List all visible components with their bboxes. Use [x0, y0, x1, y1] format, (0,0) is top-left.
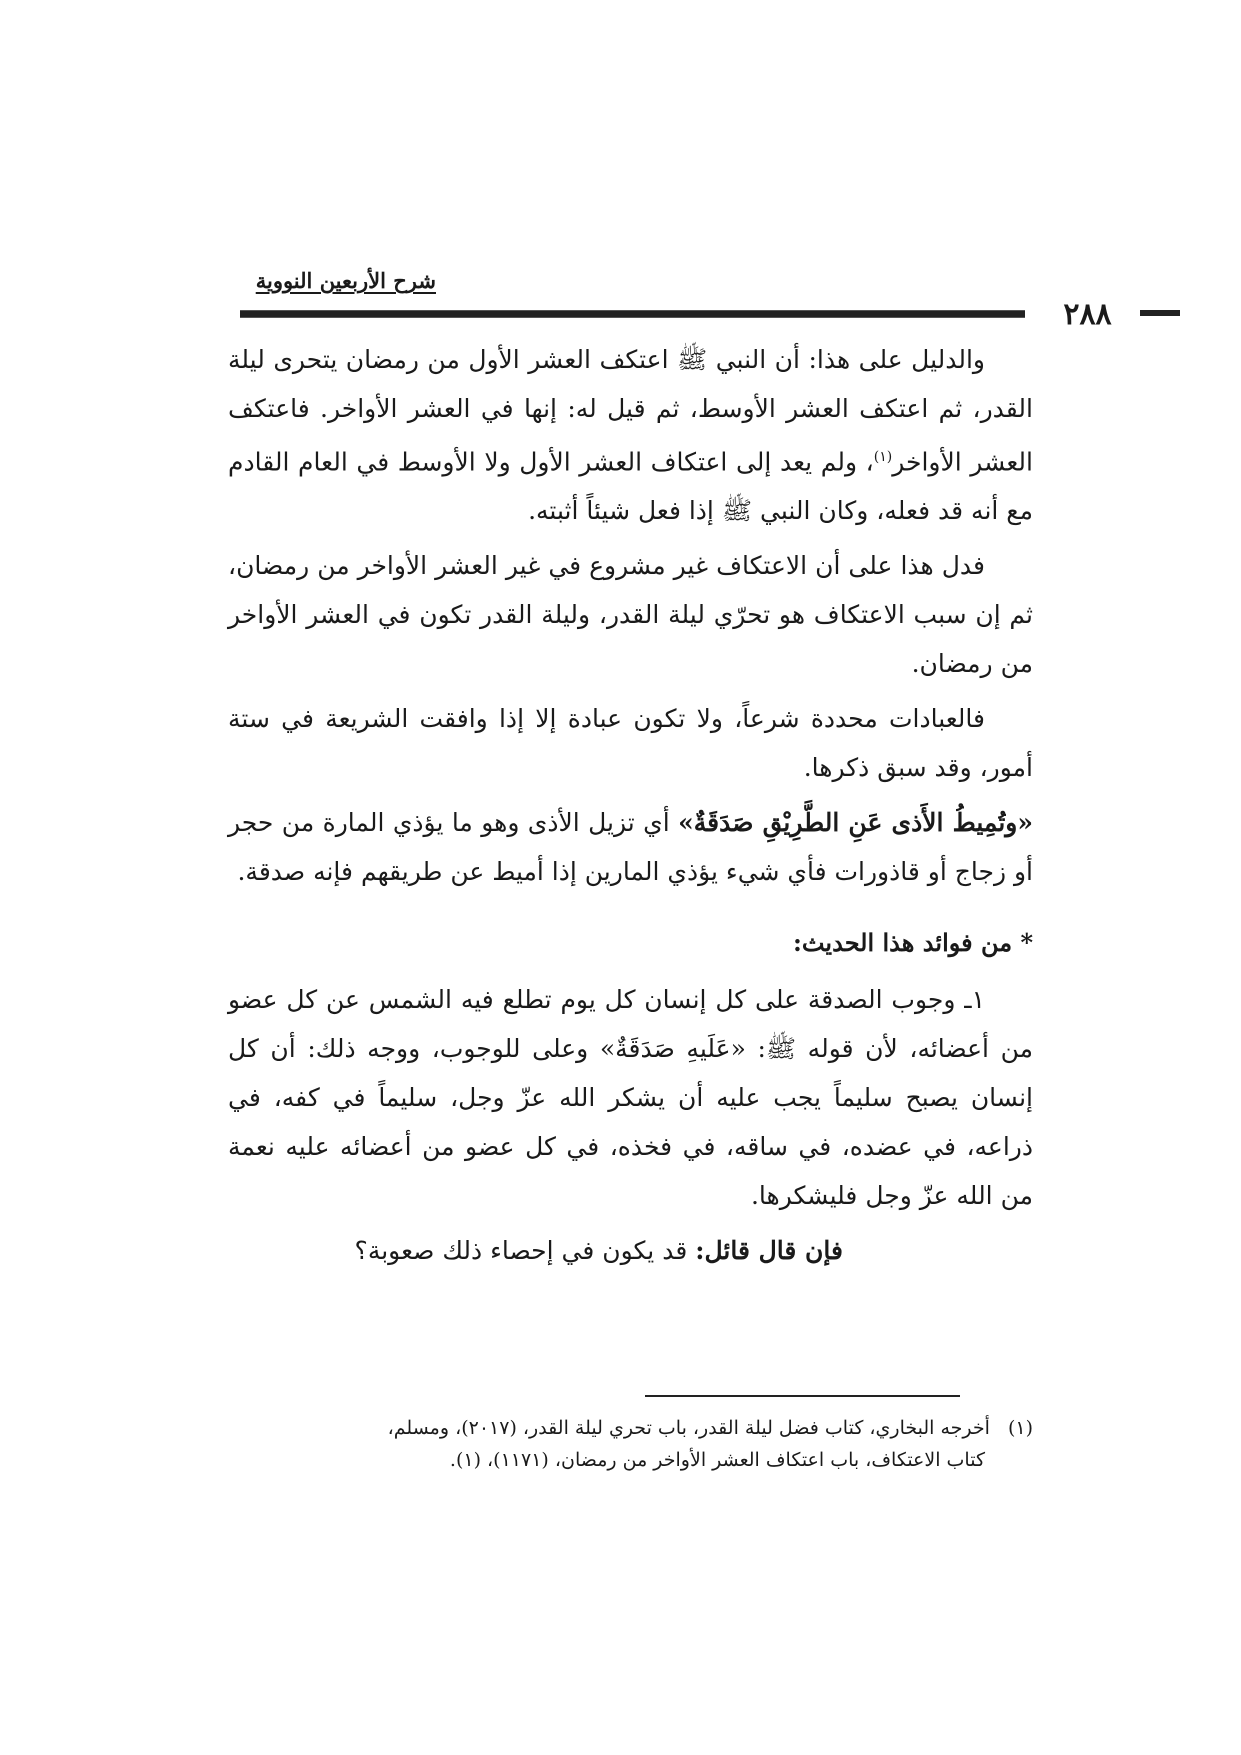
paragraph: فالعبادات محددة شرعاً، ولا تكون عبادة إلا إذا وافقت الشريعة في ستة أمور، وقد سبق ذكرها.	[228, 704, 1033, 783]
running-title: شرح الأربعين النووية	[255, 268, 436, 293]
paragraph-text: أي تزيل الأذى وهو ما يؤذي المارة من حجر أو زجاج أو قاذورات فأي شيء يؤذي المارين إذا أميط عن طريقهم فإنه صدقة.	[228, 808, 1033, 887]
paragraph	[228, 1226, 1033, 1275]
footnote-reference: (١)	[873, 449, 893, 465]
footnote-text: أخرجه البخاري، كتاب فضل ليلة القدر، باب تحري ليلة القدر، (٢٠١٧)، ومسلم،	[387, 1417, 990, 1439]
paragraph: فدل هذا على أن الاعتكاف غير مشروع في غير العشر الأواخر من رمضان، ثم إن سبب الاعتكاف هو تحرّي ليلة القدر، وليلة القدر تكون في العشر الأواخر من رمضان.	[228, 551, 1033, 679]
footnote-line	[228, 1412, 1033, 1444]
paragraph-text: قد يكون في إحصاء ذلك صعوبة؟	[354, 1236, 696, 1266]
paragraph: ١ـ وجوب الصدقة على كل إنسان كل يوم تطلع فيه الشمس عن كل عضو من أعضائه، لأن قوله ﷺ: «عَلَيهِ صَدَقَةٌ» وعلى للوجوب، ووجه ذلك: أن كل إنسان يصبح سليماً يجب عليه أن يشكر الله عزّ وجل، سليماً في كفه، في ذراعه، في عضده، في ساقه، في فخذه، في كل عضو من أعضائه عليه نعمة من الله عزّ وجل فليشكرها.	[228, 985, 1033, 1211]
paragraph-text: ، ولم يعد إلى اعتكاف العشر الأول ولا الأوسط في العام القادم مع أنه قد فعله، وكان النبي ﷺ إذا فعل شيئاً أثبته.	[228, 447, 1033, 526]
footnotes	[228, 1412, 1033, 1476]
footnote-rule	[645, 1395, 960, 1397]
page-number: ٢٨٨	[1063, 297, 1112, 332]
footnote-number: (١)	[1007, 1417, 1033, 1439]
paragraph	[228, 335, 1033, 535]
main-text	[228, 335, 1033, 1281]
question-lead: فإن قال قائل:	[695, 1236, 843, 1266]
section-heading: * من فوائد هذا الحديث:	[792, 928, 1033, 958]
hadith-quote: «وتُمِيطُ الأَذى عَنِ الطَّرِيْقِ صَدَقَةٌ»	[678, 808, 1033, 838]
paragraph	[228, 798, 1033, 896]
header-rule-end	[1140, 310, 1180, 316]
header-rule	[240, 310, 1025, 318]
footnote-line: كتاب الاعتكاف، باب اعتكاف العشر الأواخر من رمضان، (١١٧١)، (١).	[449, 1449, 985, 1471]
paragraph-text: والدليل على هذا: أن النبي ﷺ اعتكف العشر الأول من رمضان يتحرى ليلة القدر، ثم اعتكف العشر الأوسط، ثم قيل له: إنها في العشر الأواخر. فاعتكف العشر الأواخر	[228, 345, 1033, 477]
